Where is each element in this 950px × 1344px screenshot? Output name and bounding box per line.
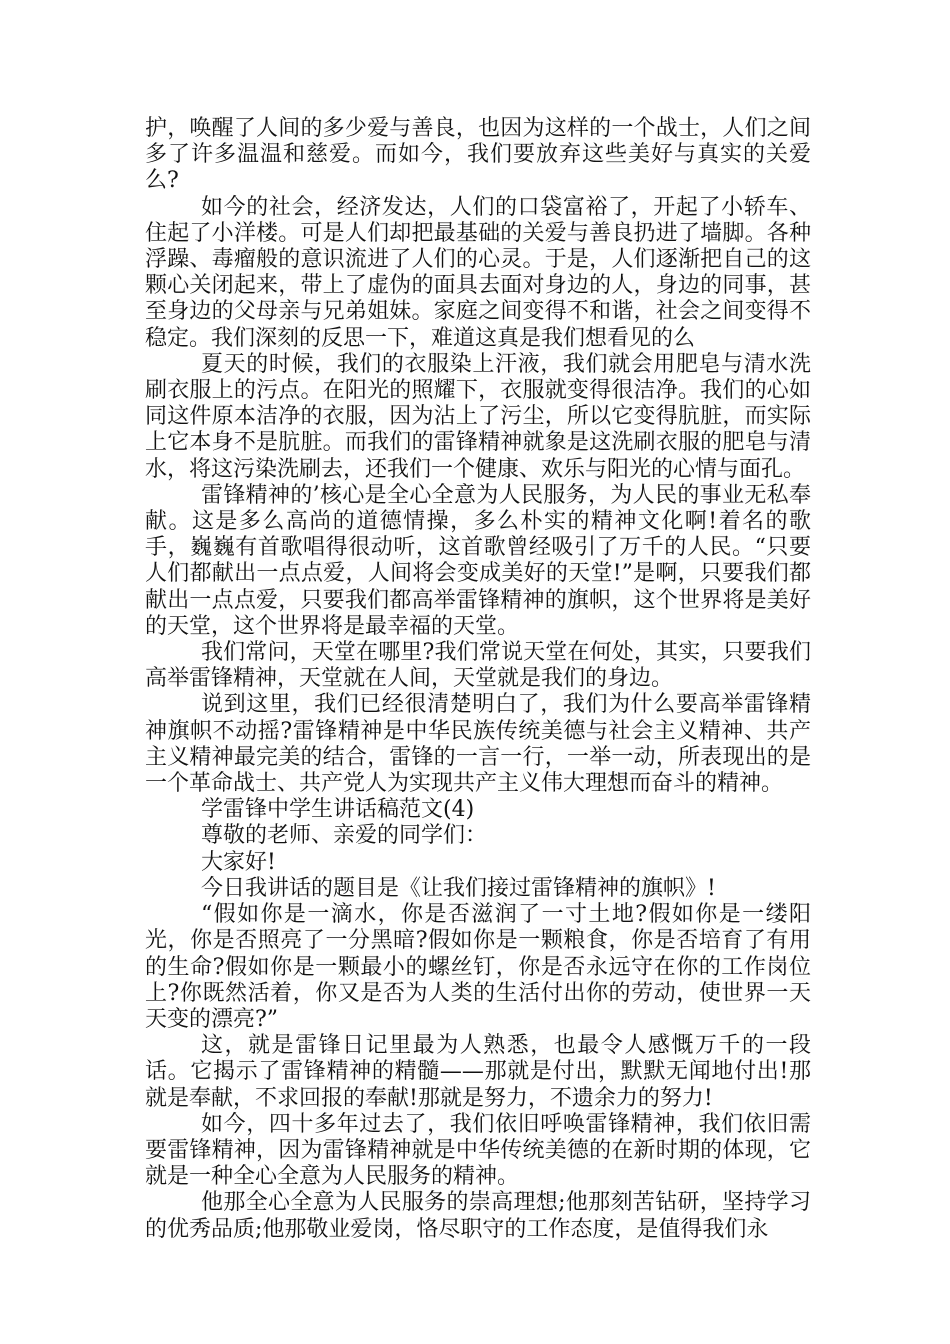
greeting: 大家好! xyxy=(201,849,276,875)
document-body xyxy=(145,116,811,1243)
paragraph-society: 如今的社会，经济发达，人们的口袋富裕了，开起了小轿车、住起了小洋楼。可是人们却把最基础的关爱与善良扔进了墙脚。各种浮躁、毒瘤般的意识流进了人们的心灵。于是，人们逐渐把自己的这颗心关闭起来，带上了虚伪的面具去面对身边的人，身边的同事，甚至身边的父母亲与兄弟姐妹。家庭之间变得不和谐，社会之间变得不稳定。我们深刻的反思一下，难道这真是我们想看见的么 xyxy=(145,194,811,351)
paragraph-continuation: 护，唤醒了人间的多少爱与善良，也因为这样的一个战士，人们之间多了许多温温和慈爱。而如今，我们要放弃这些美好与真实的关爱么? xyxy=(145,116,811,194)
paragraph-heaven: 我们常问，天堂在哪里?我们常说天堂在何处，其实，只要我们高举雷锋精神，天堂就在人间，天堂就是我们的身边。 xyxy=(145,640,811,692)
paragraph-essence: 这，就是雷锋日记里最为人熟悉，也最令人感慨万千的一段话。它揭示了雷锋精神的精髓——那就是付出，默默无闻地付出!那就是奉献，不求回报的奉献!那就是努力，不遗余力的努力! xyxy=(145,1033,811,1111)
section-heading: 学雷锋中学生讲话稿范文(4) xyxy=(201,797,475,823)
salutation: 尊敬的老师、亲爱的同学们： xyxy=(201,823,488,849)
speech-topic: 今日我讲话的题目是《让我们接过雷锋精神的旗帜》! xyxy=(201,875,716,901)
paragraph-qualities: 他那全心全意为人民服务的崇高理想;他那刻苦钻研，坚持学习的优秀品质;他那敬业爱岗，恪尽职守的工作态度，是值得我们永 xyxy=(145,1190,811,1242)
paragraph-summer-clothes: 夏天的时候，我们的衣服染上汗液，我们就会用肥皂与清水洗刷衣服上的污点。在阳光的照耀下，衣服就变得很洁净。我们的心如同这件原本洁净的衣服，因为沾上了污尘，所以它变得肮脏，而实际上它本身不是肮脏。而我们的雷锋精神就象是这洗刷衣服的肥皂与清水，将这污染洗刷去，还我们一个健康、欢乐与阳光的心情与面孔。 xyxy=(145,351,811,482)
paragraph-leifeng-core: 雷锋精神的’核心是全心全意为人民服务，为人民的事业无私奉献。这是多么高尚的道德情操，多么朴实的精神文化啊!着名的歌手，巍巍有首歌唱得很动听，这首歌曾经吸引了万千的人民。“只要人们都献出一点点爱，人间将会变成美好的天堂!”是啊，只要我们都献出一点点爱，只要我们都高举雷锋精神的旗帜，这个世界将是美好的天堂，这个世界将是最幸福的天堂。 xyxy=(145,482,811,639)
paragraph-conclusion: 说到这里，我们已经很清楚明白了，我们为什么要高举雷锋精神旗帜不动摇?雷锋精神是中华民族传统美德与社会主义精神、共产主义精神最完美的结合，雷锋的一言一行，一举一动，所表现出的是一个革命战士、共产党人为实现共产主义伟大理想而奋斗的精神。 xyxy=(145,692,811,797)
paragraph-forty-years: 如今，四十多年过去了，我们依旧呼唤雷锋精神，我们依旧需要雷锋精神，因为雷锋精神就是中华传统美德的在新时期的体现，它就是一种全心全意为人民服务的精神。 xyxy=(145,1111,811,1190)
diary-quote: “假如你是一滴水，你是否滋润了一寸土地?假如你是一缕阳光，你是否照亮了一分黑暗?假如你是一颗粮食，你是否培育了有用的生命?假如你是一颗最小的螺丝钉，你是否永远守在你的工作岗位上?你既然活着，你又是否为人类的生活付出你的劳动，使世界一天天变的漂亮?” xyxy=(145,902,811,1032)
